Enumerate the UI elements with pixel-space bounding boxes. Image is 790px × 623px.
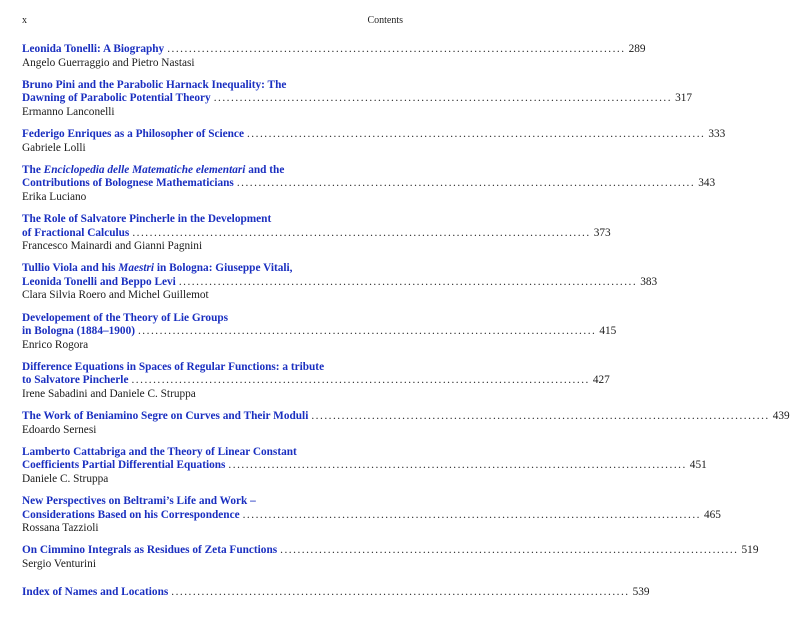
page-number: 333 [708, 127, 726, 140]
chapter-title-line[interactable]: Difference Equations in Spaces of Regular Functions: a tribute [22, 360, 325, 373]
chapter-title-line[interactable]: The Enciclopedia delle Matematiche elementari and the [22, 163, 285, 176]
leader-dots: .......................................................................................................... [311, 410, 770, 423]
chapter-title-line[interactable]: The Role of Salvatore Pincherle in the Development [22, 212, 272, 225]
toc-entry[interactable] [22, 311, 617, 353]
chapter-title-line[interactable]: Bruno Pini and the Parabolic Harnack Inequality: The [22, 78, 287, 91]
toc-entry[interactable] [22, 495, 721, 536]
chapter-authors: Ermanno Lanconelli [22, 105, 115, 118]
chapter-authors: Gabriele Lolli [22, 141, 86, 154]
page-number: 465 [703, 508, 721, 521]
leader-dots: .......................................................................................................... [242, 508, 701, 521]
chapter-title[interactable]: Contributions of Bolognese Mathematicians .......................................................................................................... 343 [22, 177, 716, 190]
chapter-authors: Enrico Rogora [22, 338, 89, 351]
page-number: 427 [592, 374, 610, 387]
page-number: 373 [593, 226, 611, 239]
page-number: 539 [632, 585, 650, 598]
chapter-authors: Francesco Mainardi and Gianni Pagnini [22, 240, 203, 253]
leader-dots: .......................................................................................................... [213, 92, 673, 105]
toc-entry[interactable] [22, 212, 611, 254]
running-head: Contents [367, 15, 403, 26]
chapter-title-line[interactable]: New Perspectives on Beltrami’s Life and Work – [22, 495, 256, 508]
table-of-contents [22, 43, 790, 608]
page-number: 383 [640, 275, 658, 288]
chapter-title[interactable]: Index of Names and Locations .......................................................................................................... 539 [22, 585, 650, 598]
page-number: 289 [628, 43, 646, 55]
chapter-authors: Irene Sabadini and Daniele C. Struppa [22, 387, 196, 400]
chapter-title[interactable]: Leonida Tonelli: A Biography .......................................................................................................... 289 [22, 43, 646, 55]
leader-dots: .......................................................................................................... [137, 325, 597, 338]
leader-dots: .......................................................................................................... [171, 585, 630, 598]
leader-dots: .......................................................................................................... [280, 544, 739, 557]
chapter-title[interactable]: Dawning of Parabolic Potential Theory .......................................................................................................... 317 [22, 92, 693, 105]
chapter-title[interactable]: The Work of Beniamino Segre on Curves and Their Moduli .......................................................................................................... 439 [22, 410, 790, 423]
italic-title: Maestri [118, 262, 155, 275]
toc-entry[interactable] [22, 410, 790, 437]
chapter-authors: Daniele C. Struppa [22, 472, 109, 485]
chapter-title[interactable]: On Cimmino Integrals as Residues of Zeta Functions .......................................................................................................... 519 [22, 544, 759, 557]
chapter-title[interactable]: Leonida Tonelli and Beppo Levi .......................................................................................................... 383 [22, 275, 658, 288]
page-roman-number: x [22, 15, 27, 26]
toc-entry[interactable] [22, 445, 707, 487]
leader-dots: .......................................................................................................... [228, 459, 687, 472]
page-header [22, 15, 403, 26]
leader-dots: .......................................................................................................... [132, 226, 591, 239]
toc-entry[interactable] [22, 544, 759, 571]
page-number: 451 [689, 459, 707, 472]
leader-dots: .......................................................................................................... [246, 127, 706, 140]
chapter-title-line[interactable]: Tullio Viola and his Maestri in Bologna: Giuseppe Vitali, [22, 262, 293, 275]
page-number: 317 [675, 92, 693, 105]
chapter-title[interactable]: in Bologna (1884–1900) .......................................................................................................... 415 [22, 325, 617, 338]
leader-dots: .......................................................................................................... [167, 43, 626, 55]
chapter-authors: Edoardo Sernesi [22, 423, 97, 436]
chapter-title[interactable]: Considerations Based on his Correspondence .......................................................................................................... 465 [22, 508, 721, 521]
toc-entry[interactable] [22, 360, 610, 402]
leader-dots: .......................................................................................................... [178, 275, 638, 288]
leader-dots: .......................................................................................................... [131, 374, 590, 387]
chapter-authors: Erika Luciano [22, 190, 87, 203]
leader-dots: .......................................................................................................... [236, 177, 696, 190]
chapter-authors: Clara Silvia Roero and Michel Guillemot [22, 289, 209, 302]
toc-entry[interactable] [22, 78, 693, 120]
page-number: 519 [741, 544, 759, 557]
chapter-title[interactable]: Federigo Enriques as a Philosopher of Science .......................................................................................................... 333 [22, 127, 726, 140]
page-number: 343 [698, 177, 716, 190]
toc-entry[interactable] [22, 163, 716, 205]
chapter-authors: Angelo Guerraggio and Pietro Nastasi [22, 56, 195, 69]
chapter-title[interactable]: of Fractional Calculus .......................................................................................................... 373 [22, 226, 611, 239]
chapter-title[interactable]: Coefficients Partial Differential Equations .......................................................................................................... 451 [22, 459, 707, 472]
toc-entry[interactable] [22, 127, 726, 155]
toc-entry-index[interactable] [22, 585, 650, 600]
page-number: 415 [599, 325, 617, 338]
italic-title: Enciclopedia delle Matematiche elementari [43, 163, 246, 176]
chapter-title-line[interactable]: Developement of the Theory of Lie Groups [22, 311, 229, 324]
toc-entry[interactable] [22, 43, 646, 70]
chapter-authors: Sergio Venturini [22, 557, 96, 570]
chapter-authors: Rossana Tazzioli [22, 522, 99, 535]
page-number: 439 [772, 410, 790, 423]
chapter-title[interactable]: to Salvatore Pincherle .......................................................................................................... 427 [22, 374, 610, 387]
toc-entry[interactable] [22, 262, 658, 303]
chapter-title-line[interactable]: Lamberto Cattabriga and the Theory of Linear Constant [22, 445, 297, 458]
